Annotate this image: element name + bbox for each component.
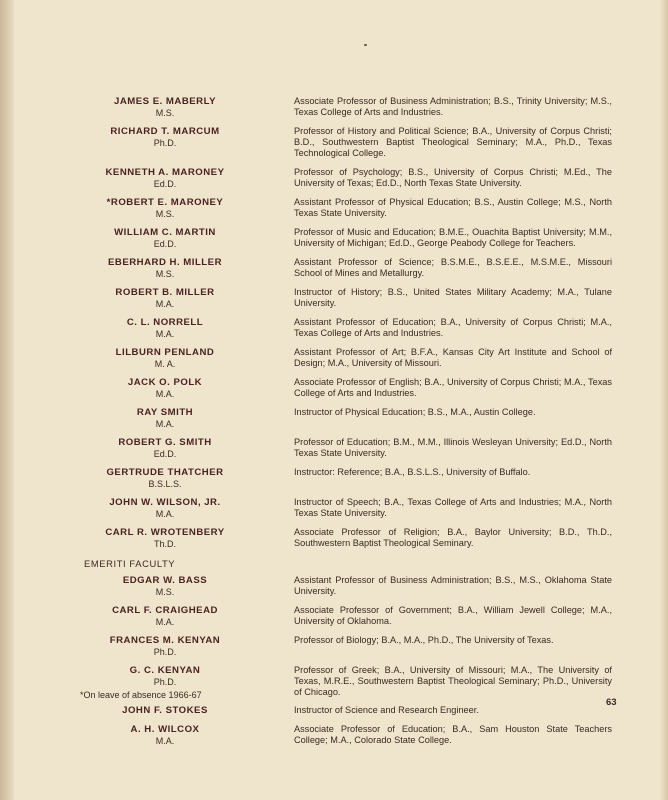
emeriti-heading: EMERITI FACULTY [84, 557, 176, 569]
faculty-degree: Ph.D. [153, 646, 177, 657]
faculty-entry [80, 605, 612, 628]
faculty-degree: M.A. [155, 388, 175, 399]
faculty-degree: B.S.L.S. [148, 478, 182, 489]
faculty-name: A. H. WILCOX [130, 724, 200, 736]
faculty-name: LILBURN PENLAND [115, 346, 215, 358]
faculty-name: RAY SMITH [136, 406, 194, 418]
faculty-entry [80, 527, 612, 550]
faculty-list [80, 96, 612, 550]
faculty-entry [80, 467, 612, 490]
faculty-name: ROBERT G. SMITH [118, 436, 212, 448]
faculty-degree: M.A. [155, 298, 175, 309]
faculty-entry [80, 407, 612, 430]
faculty-degree: M.S. [155, 268, 175, 279]
faculty-description: Assistant Professor of Education; B.A., University of Corpus Christi; M.A., Texas College of Arts and Industries. [294, 316, 612, 338]
faculty-description: Instructor of History; B.S., United States Military Academy; M.A., Tulane University. [294, 286, 612, 308]
faculty-description: Professor of Greek; B.A., University of Missouri; M.A., The University of Texas, M.R.E., Southwestern Baptist Theological Seminary; Ph.D., University of Chicago. [294, 664, 612, 698]
faculty-name-block [80, 126, 250, 149]
faculty-name: WILLIAM C. MARTIN [114, 226, 216, 238]
faculty-name: FRANCES M. KENYAN [109, 634, 221, 646]
faculty-description: Instructor of Speech; B.A., Texas College of Arts and Industries; M.A., North Texas State University. [294, 496, 612, 518]
faculty-name: RICHARD T. MARCUM [110, 126, 220, 137]
faculty-description: Professor of Education; B.M., M.M., Illinois Wesleyan University; Ed.D., North Texas State University. [294, 436, 612, 458]
faculty-degree: M.A. [155, 616, 175, 627]
faculty-name: KENNETH A. MARONEY [105, 166, 225, 178]
faculty-description: Professor of Psychology; B.S., University of Corpus Christi; M.Ed., The University of Texas; Ed.D., North Texas State University. [294, 166, 612, 188]
faculty-entry [80, 257, 612, 280]
faculty-name-block [80, 377, 250, 400]
faculty-name: JOHN W. WILSON, JR. [109, 496, 221, 508]
faculty-degree: M.A. [155, 508, 175, 519]
faculty-name-block [80, 287, 250, 310]
faculty-name-block [80, 347, 250, 370]
faculty-description: Associate Professor of English; B.A., University of Corpus Christi; M.A., Texas College of Arts and Industries. [294, 376, 612, 398]
faculty-name: JACK O. POLK [127, 376, 203, 388]
faculty-entry [80, 724, 612, 747]
faculty-degree: Ed.D. [153, 448, 177, 459]
faculty-name: *ROBERT E. MARONEY [106, 196, 224, 208]
faculty-name-block [80, 635, 250, 658]
faculty-degree: M.A. [155, 418, 175, 429]
faculty-name-block [80, 167, 250, 190]
faculty-description: Associate Professor of Education; B.A., Sam Houston State Teachers College; M.A., Colorado State College. [294, 724, 612, 746]
faculty-name: JOHN F. STOKES [122, 705, 208, 717]
faculty-degree: M.A. [155, 736, 175, 747]
faculty-description: Assistant Professor of Business Administration; B.S., M.S., Oklahoma State University. [294, 574, 612, 596]
faculty-description: Instructor: Reference; B.A., B.S.L.S., University of Buffalo. [294, 466, 531, 477]
faculty-description: Associate Professor of Government; B.A., William Jewell College; M.A., University of Oklahoma. [294, 604, 612, 626]
faculty-name: CARL F. CRAIGHEAD [112, 604, 218, 616]
faculty-degree: Th.D. [153, 538, 176, 549]
faculty-name: ROBERT B. MILLER [115, 286, 215, 298]
faculty-entry [80, 96, 612, 119]
faculty-description: Instructor of Physical Education; B.S., M.A., Austin College. [294, 406, 536, 417]
faculty-degree: M.A. [155, 328, 175, 339]
faculty-name-block [80, 437, 250, 460]
faculty-name-block [80, 197, 250, 220]
faculty-description: Associate Professor of Business Administration; B.S., Trinity University; M.S., Texas College of Arts and Industries. [294, 96, 612, 118]
faculty-name: GERTRUDE THATCHER [106, 466, 224, 478]
print-speck [364, 44, 367, 46]
page-binding-edge [0, 0, 14, 800]
faculty-entry [80, 227, 612, 250]
faculty-description: Professor of History and Political Science; B.A., University of Corpus Christi; B.D., Southwestern Baptist Theological Seminary; M.A., Ph.D., Texas Technological College. [294, 126, 612, 159]
faculty-degree: Ph.D. [153, 676, 177, 687]
faculty-name-block [80, 317, 250, 340]
faculty-description: Professor of Music and Education; B.M.E., Ouachita Baptist University; M.M., University of Michigan; Ed.D., George Peabody College for Teachers. [294, 226, 612, 248]
page-right-edge [660, 0, 668, 800]
faculty-description: Assistant Professor of Physical Education; B.S., Austin College; M.S., North Texas State University. [294, 196, 612, 218]
faculty-name-block [80, 527, 250, 550]
emeriti-list [80, 575, 612, 748]
faculty-description: Instructor of Science and Research Engineer. [294, 705, 479, 716]
faculty-name-block [80, 96, 250, 119]
faculty-name-block [80, 497, 250, 520]
faculty-entry [80, 347, 612, 370]
page-number: 63 [606, 697, 617, 708]
faculty-name-block [80, 705, 250, 717]
faculty-name: CARL R. WROTENBERY [105, 526, 225, 538]
faculty-name-block [80, 227, 250, 250]
faculty-entry [80, 287, 612, 310]
faculty-name-block [80, 257, 250, 280]
faculty-name: G. C. KENYAN [129, 664, 201, 676]
faculty-entry [80, 317, 612, 340]
faculty-name-block [80, 407, 250, 430]
faculty-entry [80, 635, 612, 658]
faculty-entry [80, 126, 612, 160]
faculty-name-block [80, 724, 250, 747]
faculty-entry [80, 167, 612, 190]
faculty-degree: M.S. [155, 208, 175, 219]
faculty-name-block [80, 575, 250, 598]
faculty-degree: Ed.D. [153, 178, 177, 189]
faculty-degree: M. A. [154, 358, 176, 369]
faculty-name-block [80, 467, 250, 490]
faculty-entry [80, 377, 612, 400]
faculty-entry [80, 437, 612, 460]
faculty-name: JAMES E. MABERLY [113, 96, 216, 107]
faculty-entry [80, 575, 612, 598]
faculty-name-block [80, 605, 250, 628]
faculty-description: Professor of Biology; B.A., M.A., Ph.D., The University of Texas. [294, 634, 554, 645]
faculty-name: EBERHARD H. MILLER [108, 256, 222, 268]
faculty-name: C. L. NORRELL [126, 316, 204, 328]
faculty-degree: Ph.D. [153, 138, 177, 148]
faculty-entry [80, 197, 612, 220]
faculty-listing [80, 96, 612, 754]
faculty-degree: M.S. [155, 586, 175, 597]
faculty-entry [80, 705, 612, 717]
faculty-entry [80, 497, 612, 520]
faculty-degree: Ed.D. [153, 238, 177, 249]
faculty-description: Assistant Professor of Art; B.F.A., Kansas City Art Institute and School of Design; M.A., University of Missouri. [294, 346, 612, 368]
faculty-description: Assistant Professor of Science; B.S.M.E., B.S.E.E., M.S.M.E., Missouri School of Mines and Metallurgy. [294, 256, 612, 278]
faculty-degree: M.S. [155, 108, 175, 118]
faculty-description: Associate Professor of Religion; B.A., Baylor University; B.D., Th.D., Southwestern Baptist Theological Seminary. [294, 526, 612, 548]
footnote: *On leave of absence 1966-67 [80, 690, 202, 700]
faculty-name: EDGAR W. BASS [122, 574, 208, 586]
faculty-name-block [80, 665, 250, 688]
